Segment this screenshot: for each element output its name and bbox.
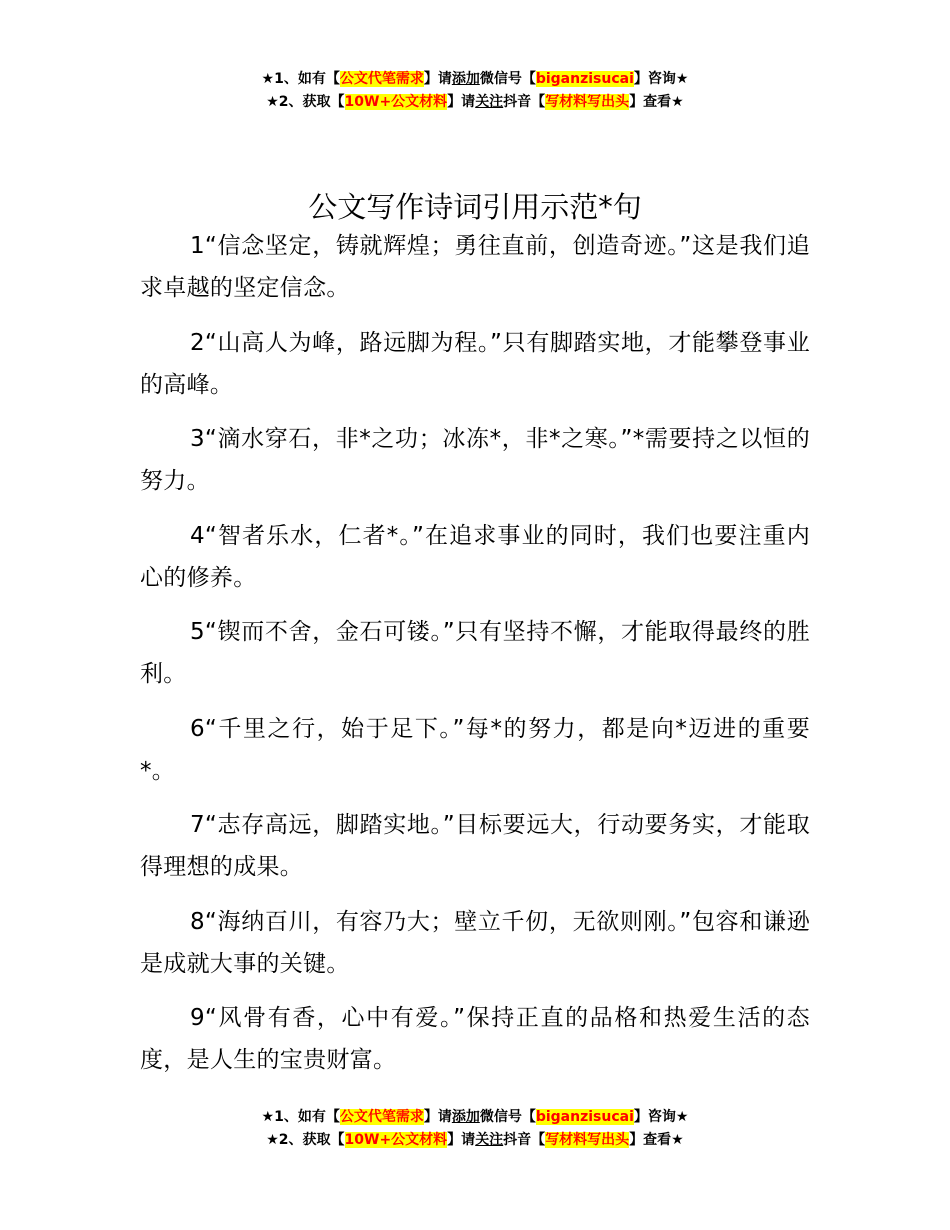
document-title: 公文写作诗词引用示范*句: [308, 190, 642, 225]
paragraph: 5“锲而不舍，金石可镂。”只有坚持不懈，才能取得最终的胜利。: [140, 619, 810, 687]
highlight-wechat-id: biganzisucai: [535, 1109, 634, 1125]
banner-line-2: [0, 91, 950, 114]
banner-text: 抖音【: [503, 94, 546, 110]
paragraph: 1“信念坚定，铸就辉煌；勇往直前，创造奇迹。”这是我们追求卓越的坚定信念。: [140, 233, 810, 301]
banner-text: ★2、获取【: [266, 1132, 345, 1148]
banner-text: 微信号【: [479, 1109, 536, 1125]
highlight-materials: 10W+公文材料: [344, 1132, 448, 1148]
highlight-wechat-id: biganzisucai: [535, 71, 634, 87]
footer-banner: [0, 1106, 950, 1152]
banner-text: 抖音【: [503, 1132, 546, 1148]
paragraph: 8“海纳百川，有容乃大；壁立千仞，无欲则刚。”包容和谦逊是成就大事的关键。: [140, 908, 810, 977]
paragraph: 7“志存高远，脚踏实地。”目标要远大，行动要务实，才能取得理想的成果。: [140, 812, 810, 880]
paragraph: 6“千里之行，始于足下。”每*的努力，都是向*迈进的重要*。: [140, 715, 810, 784]
underlined-add: 添加: [451, 71, 480, 87]
underlined-follow: 关注: [475, 1132, 504, 1148]
highlight-ghostwriting: 公文代笔需求: [339, 71, 424, 87]
highlight-douyin: 写材料写出头: [545, 1132, 630, 1148]
underlined-follow: 关注: [475, 94, 504, 110]
banner-line-1: [0, 68, 950, 91]
paragraph: 4“智者乐水，仁者*。”在追求事业的同时，我们也要注重内心的修养。: [140, 522, 810, 591]
underlined-add: 添加: [451, 1109, 480, 1125]
banner-line-2: [0, 1129, 950, 1152]
banner-text: 】请: [423, 71, 452, 87]
highlight-materials: 10W+公文材料: [344, 94, 448, 110]
banner-text: 】咨询★: [633, 71, 689, 87]
banner-text: 】查看★: [629, 94, 684, 110]
banner-text: 】咨询★: [633, 1109, 689, 1125]
banner-text: 】请: [423, 1109, 452, 1125]
banner-text: ★1、如有【: [261, 71, 340, 87]
highlight-douyin: 写材料写出头: [545, 94, 630, 110]
header-banner: [0, 68, 950, 114]
paragraph: 9“风骨有香，心中有爱。”保持正直的品格和热爱生活的态度，是人生的宝贵财富。: [140, 1005, 810, 1073]
paragraph: 2“山高人为峰，路远脚为程。”只有脚踏实地，才能攀登事业的高峰。: [140, 329, 810, 398]
banner-text: 】请: [447, 94, 476, 110]
banner-text: ★1、如有【: [261, 1109, 340, 1125]
paragraph: 3“滴水穿石，非*之功；冰冻*，非*之寒。”*需要持之以恒的努力。: [140, 426, 810, 494]
banner-text: 微信号【: [479, 71, 536, 87]
banner-text: 】查看★: [629, 1132, 684, 1148]
banner-line-1: [0, 1106, 950, 1129]
document-body: [140, 225, 810, 1094]
banner-text: 】请: [447, 1132, 476, 1148]
highlight-ghostwriting: 公文代笔需求: [339, 1109, 424, 1125]
banner-text: ★2、获取【: [266, 94, 345, 110]
